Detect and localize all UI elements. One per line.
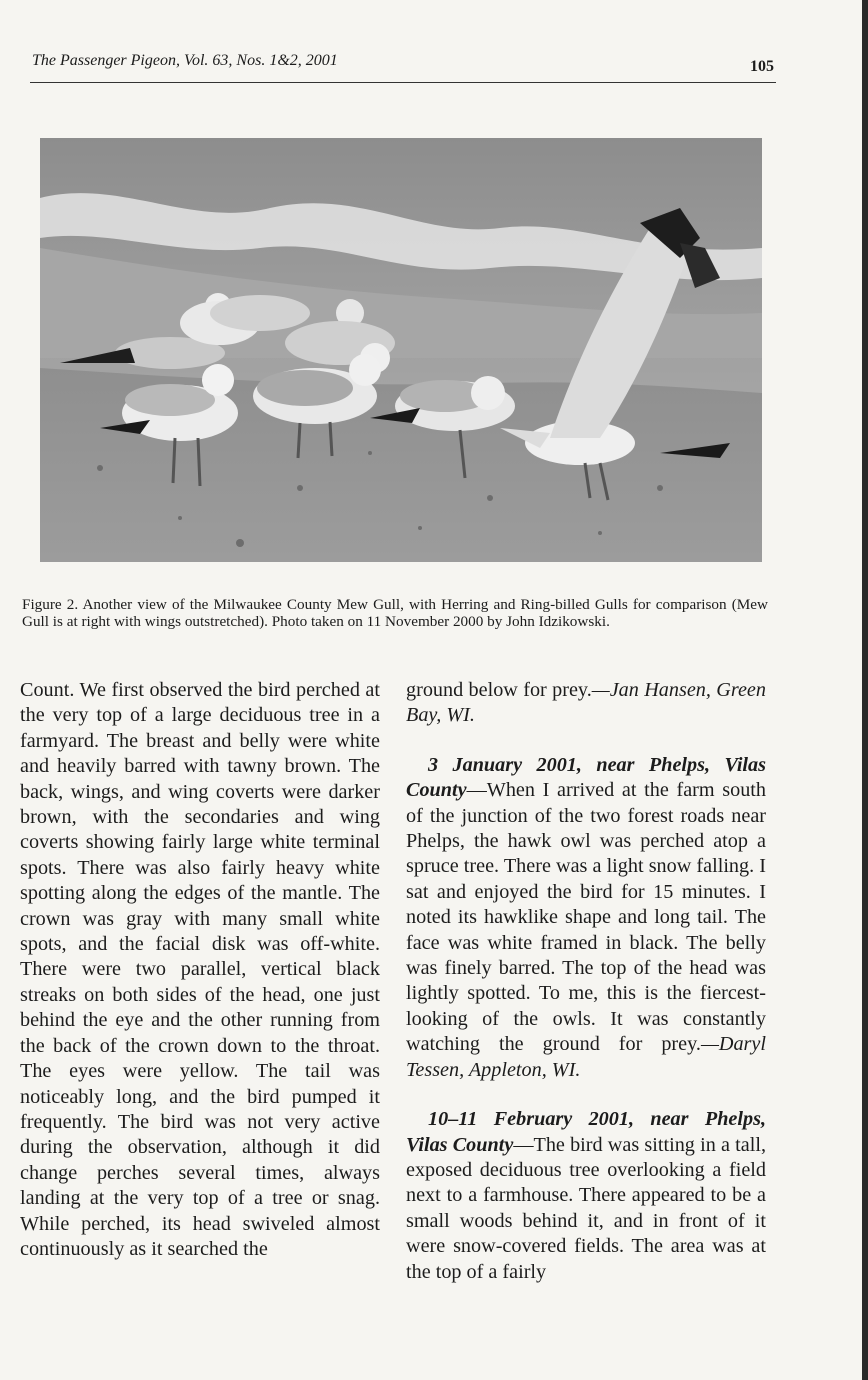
- paragraph-tessen: [406, 753, 766, 1083]
- observation-heading: 10–11 February 2001, near Phelps, Vilas County: [406, 1108, 766, 1156]
- left-column-paragraph: Count. We first observed the bird perched at the very top of a large deciduous tree in a farmyard. The breast and belly were white and heavily barred with tawny brown. The back, wings, and wing coverts were darker brown, with the secondaries and wing coverts showing fairly large white terminal spots. There was also fairly heavy white spotting along the edges of the mantle. The crown was gray with many small white spots, and the facial disk was off-white. There were two parallel, vertical black streaks on both sides of the head, one just behind the eye and the other running from the back of the crown down to the throat. The eyes were yellow. The tail was noticeably long, and the bird pumped it frequently. The bird was not very active during the observation, although it did change perches several times, always landing at the very top of a tree or snag. While perched, its head swiveled almost continuously as it searched the: [20, 679, 380, 1260]
- paragraph-text: ground below for prey.: [406, 679, 592, 701]
- running-header: [30, 52, 776, 83]
- paragraph-feb: [406, 1107, 766, 1285]
- journal-title: The Passenger Pigeon, Vol. 63, Nos. 1&2, 2001: [32, 52, 338, 69]
- paragraph-text: —The bird was sitting in a tall, exposed deciduous tree overlooking a field next to a farmhouse. There appeared to be a small woods behind it, and in front of it were snow-covered fields. The area was at the top of a fairly: [406, 1133, 766, 1283]
- left-column: [20, 678, 380, 1262]
- gull-photograph: [40, 138, 762, 562]
- right-column: [406, 678, 766, 1285]
- figure-caption: Figure 2. Another view of the Milwaukee County Mew Gull, with Herring and Ring-billed Gulls for comparison (Mew Gull is at right with wings outstretched). Photo taken on 11 November 2000 by John Idzikowski.: [22, 596, 768, 631]
- paragraph-hansen: [406, 678, 766, 729]
- paragraph-text: —When I arrived at the farm south of the junction of the two forest roads near Phelps, the hawk owl was perched atop a spruce tree. There was a light snow falling. I sat and enjoyed the bird for 15 minutes. I noted its hawklike shape and long tail. The face was white framed in black. The belly was finely barred. The top of the head was lightly spotted. To me, this is the fiercest-looking of the owls. It was constantly watching the ground for prey.: [406, 779, 766, 1056]
- observer-signature: —Daryl Tessen, Appleton, WI.: [406, 1033, 766, 1081]
- observation-heading: 3 January 2001, near Phelps, Vilas County: [406, 753, 766, 802]
- page-number: 105: [750, 58, 774, 75]
- page-edge-shadow: [862, 0, 868, 1380]
- observer-signature: —Jan Hansen, Green Bay, WI.: [406, 679, 766, 727]
